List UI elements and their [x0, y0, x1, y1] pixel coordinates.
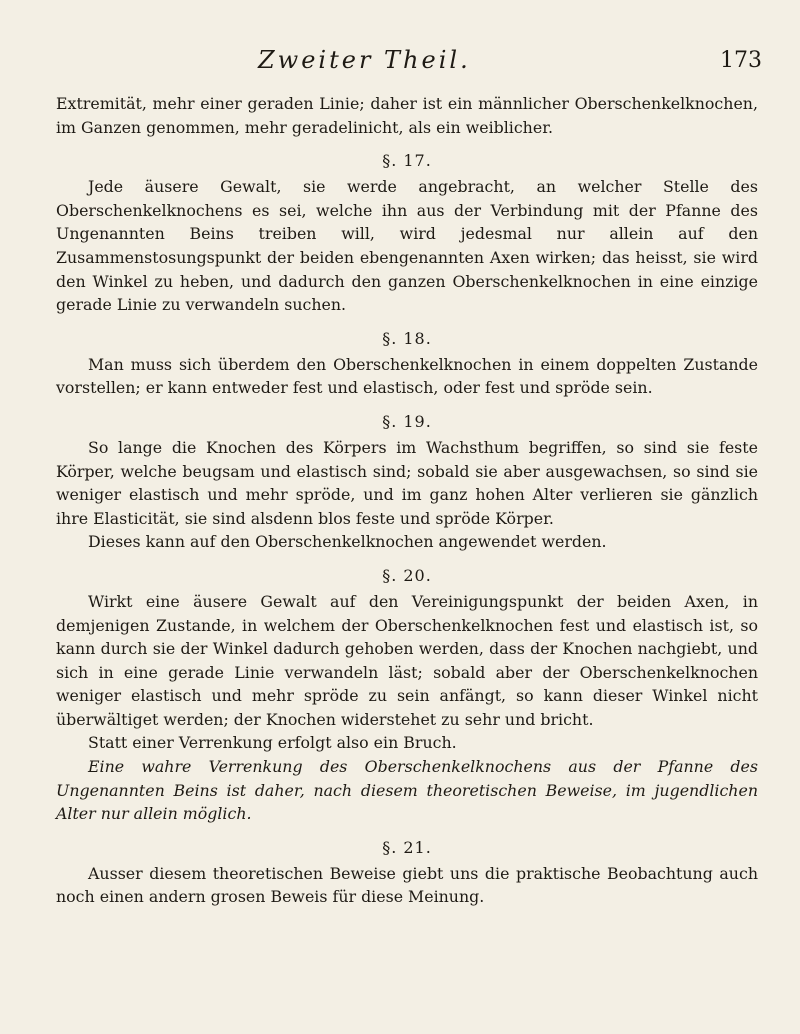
section-heading-20: §. 20.: [382, 565, 432, 585]
paragraph-20b: Statt einer Verrenkung erfolgt also ein Bruch.: [88, 733, 457, 753]
section-heading-17: §. 17.: [382, 151, 432, 171]
paragraph-17: Jede äusere Gewalt, sie werde angebracht, an welcher Stelle des Oberschenkelknochens es sei, welche ihn aus der Verbindung mit der Pfanne des Ungenannten Beins treiben will, wird jedesmal nur allein auf den Zusammenstosungspunkt der beiden ebengenannten Axen wirken; das heisst, sie wird den Winkel zu heben, und dadurch den ganzen Oberschenkelknochen in eine einzige gerade Linie zu verwandeln suchen.: [56, 177, 758, 315]
opening-paragraph: Extremität, mehr einer geraden Linie; daher ist ein männlicher Oberschenkelknochen, im Ganzen genommen, mehr geradelinicht, als ein weiblicher.: [56, 94, 758, 137]
paragraph-19a: So lange die Knochen des Körpers im Wachsthum begriffen, so sind sie feste Körper, welche beugsam und elastisch sind; sobald sie aber ausgewachsen, so sind sie weniger elastisch und mehr spröde, und im ganz hohen Alter verlieren sie gänzlich ihre Elasticität, sie sind alsdenn blos feste und spröde Körper.: [56, 437, 758, 528]
section-heading-19: §. 19.: [382, 411, 432, 431]
paragraph-20-conclusion: Eine wahre Verrenkung des Oberschenkelknochens aus der Pfanne des Ungenannten Beins ist daher, nach diesem theoretischen Beweise, im jugendlichen Alter nur allein möglich.: [56, 757, 758, 824]
running-header: [0, 42, 800, 82]
section-heading-21: §. 21.: [382, 837, 432, 857]
section-heading-18: §. 18.: [382, 328, 432, 348]
page-number: 173: [720, 48, 762, 73]
paragraph-18: Man muss sich überdem den Oberschenkelknochen in einem doppelten Zustande vorstellen; er kann entweder fest und elastisch, oder fest und spröde sein.: [56, 354, 758, 398]
paragraph-21: Ausser diesem theoretischen Beweise giebt uns die praktische Beobachtung auch noch einen andern grosen Beweis für diese Meinung.: [56, 863, 758, 907]
paragraph-19b: Dieses kann auf den Oberschenkelknochen angewendet werden.: [88, 532, 607, 552]
page-body: [56, 92, 758, 909]
paragraph-20a: Wirkt eine äusere Gewalt auf den Vereinigungspunkt der beiden Axen, in demjenigen Zustande, in welchem der Oberschenkelknochen fest und elastisch ist, so kann durch sie der Winkel dadurch gehoben werden, dass der Knochen nachgiebt, und sich in eine gerade Linie verwandeln läst; sobald aber der Oberschenkelknochen weniger elastisch und mehr spröde zu sein anfängt, so kann dieser Winkel nicht überwältiget werden; der Knochen widerstehet zu sehr und bricht.: [56, 591, 758, 729]
running-title: Zweiter Theil.: [258, 46, 471, 74]
